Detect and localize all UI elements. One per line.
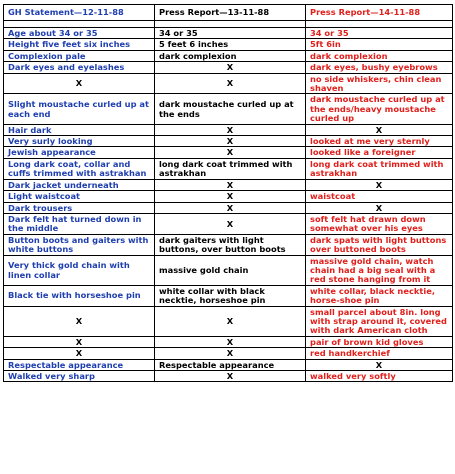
press-report-13-cell: X	[155, 306, 306, 336]
table-row	[4, 62, 453, 73]
press-report-14-cell: dark spats with light buttons over buttoned boots	[306, 234, 453, 255]
gh-statement-cell: Long dark coat, collar and cuffs trimmed with astrakhan	[4, 158, 155, 179]
press-report-13-cell: white collar with black necktie, horseshoe pin	[155, 285, 306, 306]
table-row	[4, 234, 453, 255]
table-row	[4, 191, 453, 202]
press-report-14-cell: red handkerchief	[306, 348, 453, 359]
header-row	[4, 5, 453, 21]
gh-statement-cell: Very surly looking	[4, 136, 155, 147]
press-report-14-cell: no side whiskers, chin clean shaven	[306, 73, 453, 94]
press-report-14-cell: waistcoat	[306, 191, 453, 202]
gh-statement-cell: Slight moustache curled up at each end	[4, 94, 155, 124]
table-row	[4, 28, 453, 39]
press-report-13-cell: X	[155, 136, 306, 147]
press-report-13-cell: X	[155, 348, 306, 359]
press-report-13-cell: dark gaiters with light buttons, over button boots	[155, 234, 306, 255]
press-report-13-cell: X	[155, 124, 306, 135]
spacer-row	[4, 21, 453, 28]
press-report-13-cell: 5 feet 6 inches	[155, 39, 306, 50]
comparison-table-body	[4, 5, 453, 382]
press-report-14-cell: 5ft 6in	[306, 39, 453, 50]
press-report-13-cell: massive gold chain	[155, 255, 306, 285]
spacer-cell	[155, 21, 306, 28]
gh-statement-cell: Black tie with horseshoe pin	[4, 285, 155, 306]
table-row	[4, 213, 453, 234]
press-report-14-cell: dark eyes, bushy eyebrows	[306, 62, 453, 73]
press-report-13-cell: X	[155, 191, 306, 202]
gh-statement-cell: Button boots and gaiters with white buttons	[4, 234, 155, 255]
press-report-14-cell: dark complexion	[306, 50, 453, 61]
header-press-report-14: Press Report—14-11-88	[306, 5, 453, 21]
press-report-14-cell: white collar, black necktie, horse-shoe pin	[306, 285, 453, 306]
press-report-13-cell: long dark coat trimmed with astrakhan	[155, 158, 306, 179]
spacer-cell	[306, 21, 453, 28]
press-report-14-cell: X	[306, 359, 453, 370]
table-row	[4, 306, 453, 336]
gh-statement-cell: Hair dark	[4, 124, 155, 135]
gh-statement-cell: X	[4, 306, 155, 336]
gh-statement-cell: Complexion pale	[4, 50, 155, 61]
press-report-14-cell: looked at me very sternly	[306, 136, 453, 147]
gh-statement-cell: X	[4, 336, 155, 347]
press-report-13-cell: dark moustache curled up at the ends	[155, 94, 306, 124]
gh-statement-cell: Dark eyes and eyelashes	[4, 62, 155, 73]
press-report-14-cell: small parcel about 8in. long with strap around it, covered with dark American cloth	[306, 306, 453, 336]
press-report-13-cell: 34 or 35	[155, 28, 306, 39]
table-row	[4, 179, 453, 190]
press-report-13-cell: Respectable appearance	[155, 359, 306, 370]
gh-statement-cell: Dark felt hat turned down in the middle	[4, 213, 155, 234]
press-report-13-cell: X	[155, 336, 306, 347]
table-row	[4, 202, 453, 213]
gh-statement-cell: Height five feet six inches	[4, 39, 155, 50]
press-report-14-cell: walked very softly	[306, 371, 453, 382]
table-row	[4, 336, 453, 347]
table-row	[4, 73, 453, 94]
header-press-report-13: Press Report—13-11-88	[155, 5, 306, 21]
comparison-table	[3, 4, 453, 382]
table-row	[4, 158, 453, 179]
gh-statement-cell: Respectable appearance	[4, 359, 155, 370]
press-report-14-cell: 34 or 35	[306, 28, 453, 39]
gh-statement-cell: Age about 34 or 35	[4, 28, 155, 39]
table-row	[4, 50, 453, 61]
press-report-13-cell: X	[155, 213, 306, 234]
gh-statement-cell: Very thick gold chain with linen collar	[4, 255, 155, 285]
table-row	[4, 359, 453, 370]
press-report-14-cell: X	[306, 202, 453, 213]
table-row	[4, 39, 453, 50]
press-report-14-cell: soft felt hat drawn down somewhat over his eyes	[306, 213, 453, 234]
gh-statement-cell: Walked very sharp	[4, 371, 155, 382]
table-row	[4, 255, 453, 285]
press-report-14-cell: dark moustache curled up at the ends/heavy moustache curled up	[306, 94, 453, 124]
press-report-13-cell: X	[155, 179, 306, 190]
press-report-14-cell: looked like a foreigner	[306, 147, 453, 158]
press-report-14-cell: pair of brown kid gloves	[306, 336, 453, 347]
press-report-13-cell: dark complexion	[155, 50, 306, 61]
gh-statement-cell: X	[4, 73, 155, 94]
table-row	[4, 147, 453, 158]
press-report-13-cell: X	[155, 147, 306, 158]
gh-statement-cell: Light waistcoat	[4, 191, 155, 202]
header-gh-statement: GH Statement—12-11-88	[4, 5, 155, 21]
press-report-13-cell: X	[155, 62, 306, 73]
gh-statement-cell: Jewish appearance	[4, 147, 155, 158]
spacer-cell	[4, 21, 155, 28]
press-report-14-cell: X	[306, 179, 453, 190]
press-report-13-cell: X	[155, 202, 306, 213]
gh-statement-cell: Dark jacket underneath	[4, 179, 155, 190]
press-report-13-cell: X	[155, 73, 306, 94]
table-row	[4, 124, 453, 135]
table-row	[4, 136, 453, 147]
press-report-14-cell: long dark coat trimmed with astrakhan	[306, 158, 453, 179]
table-row	[4, 348, 453, 359]
press-report-14-cell: X	[306, 124, 453, 135]
table-row	[4, 94, 453, 124]
press-report-13-cell: X	[155, 371, 306, 382]
gh-statement-cell: X	[4, 348, 155, 359]
table-row	[4, 371, 453, 382]
gh-statement-cell: Dark trousers	[4, 202, 155, 213]
press-report-14-cell: massive gold chain, watch chain had a big seal with a red stone hanging from it	[306, 255, 453, 285]
table-row	[4, 285, 453, 306]
